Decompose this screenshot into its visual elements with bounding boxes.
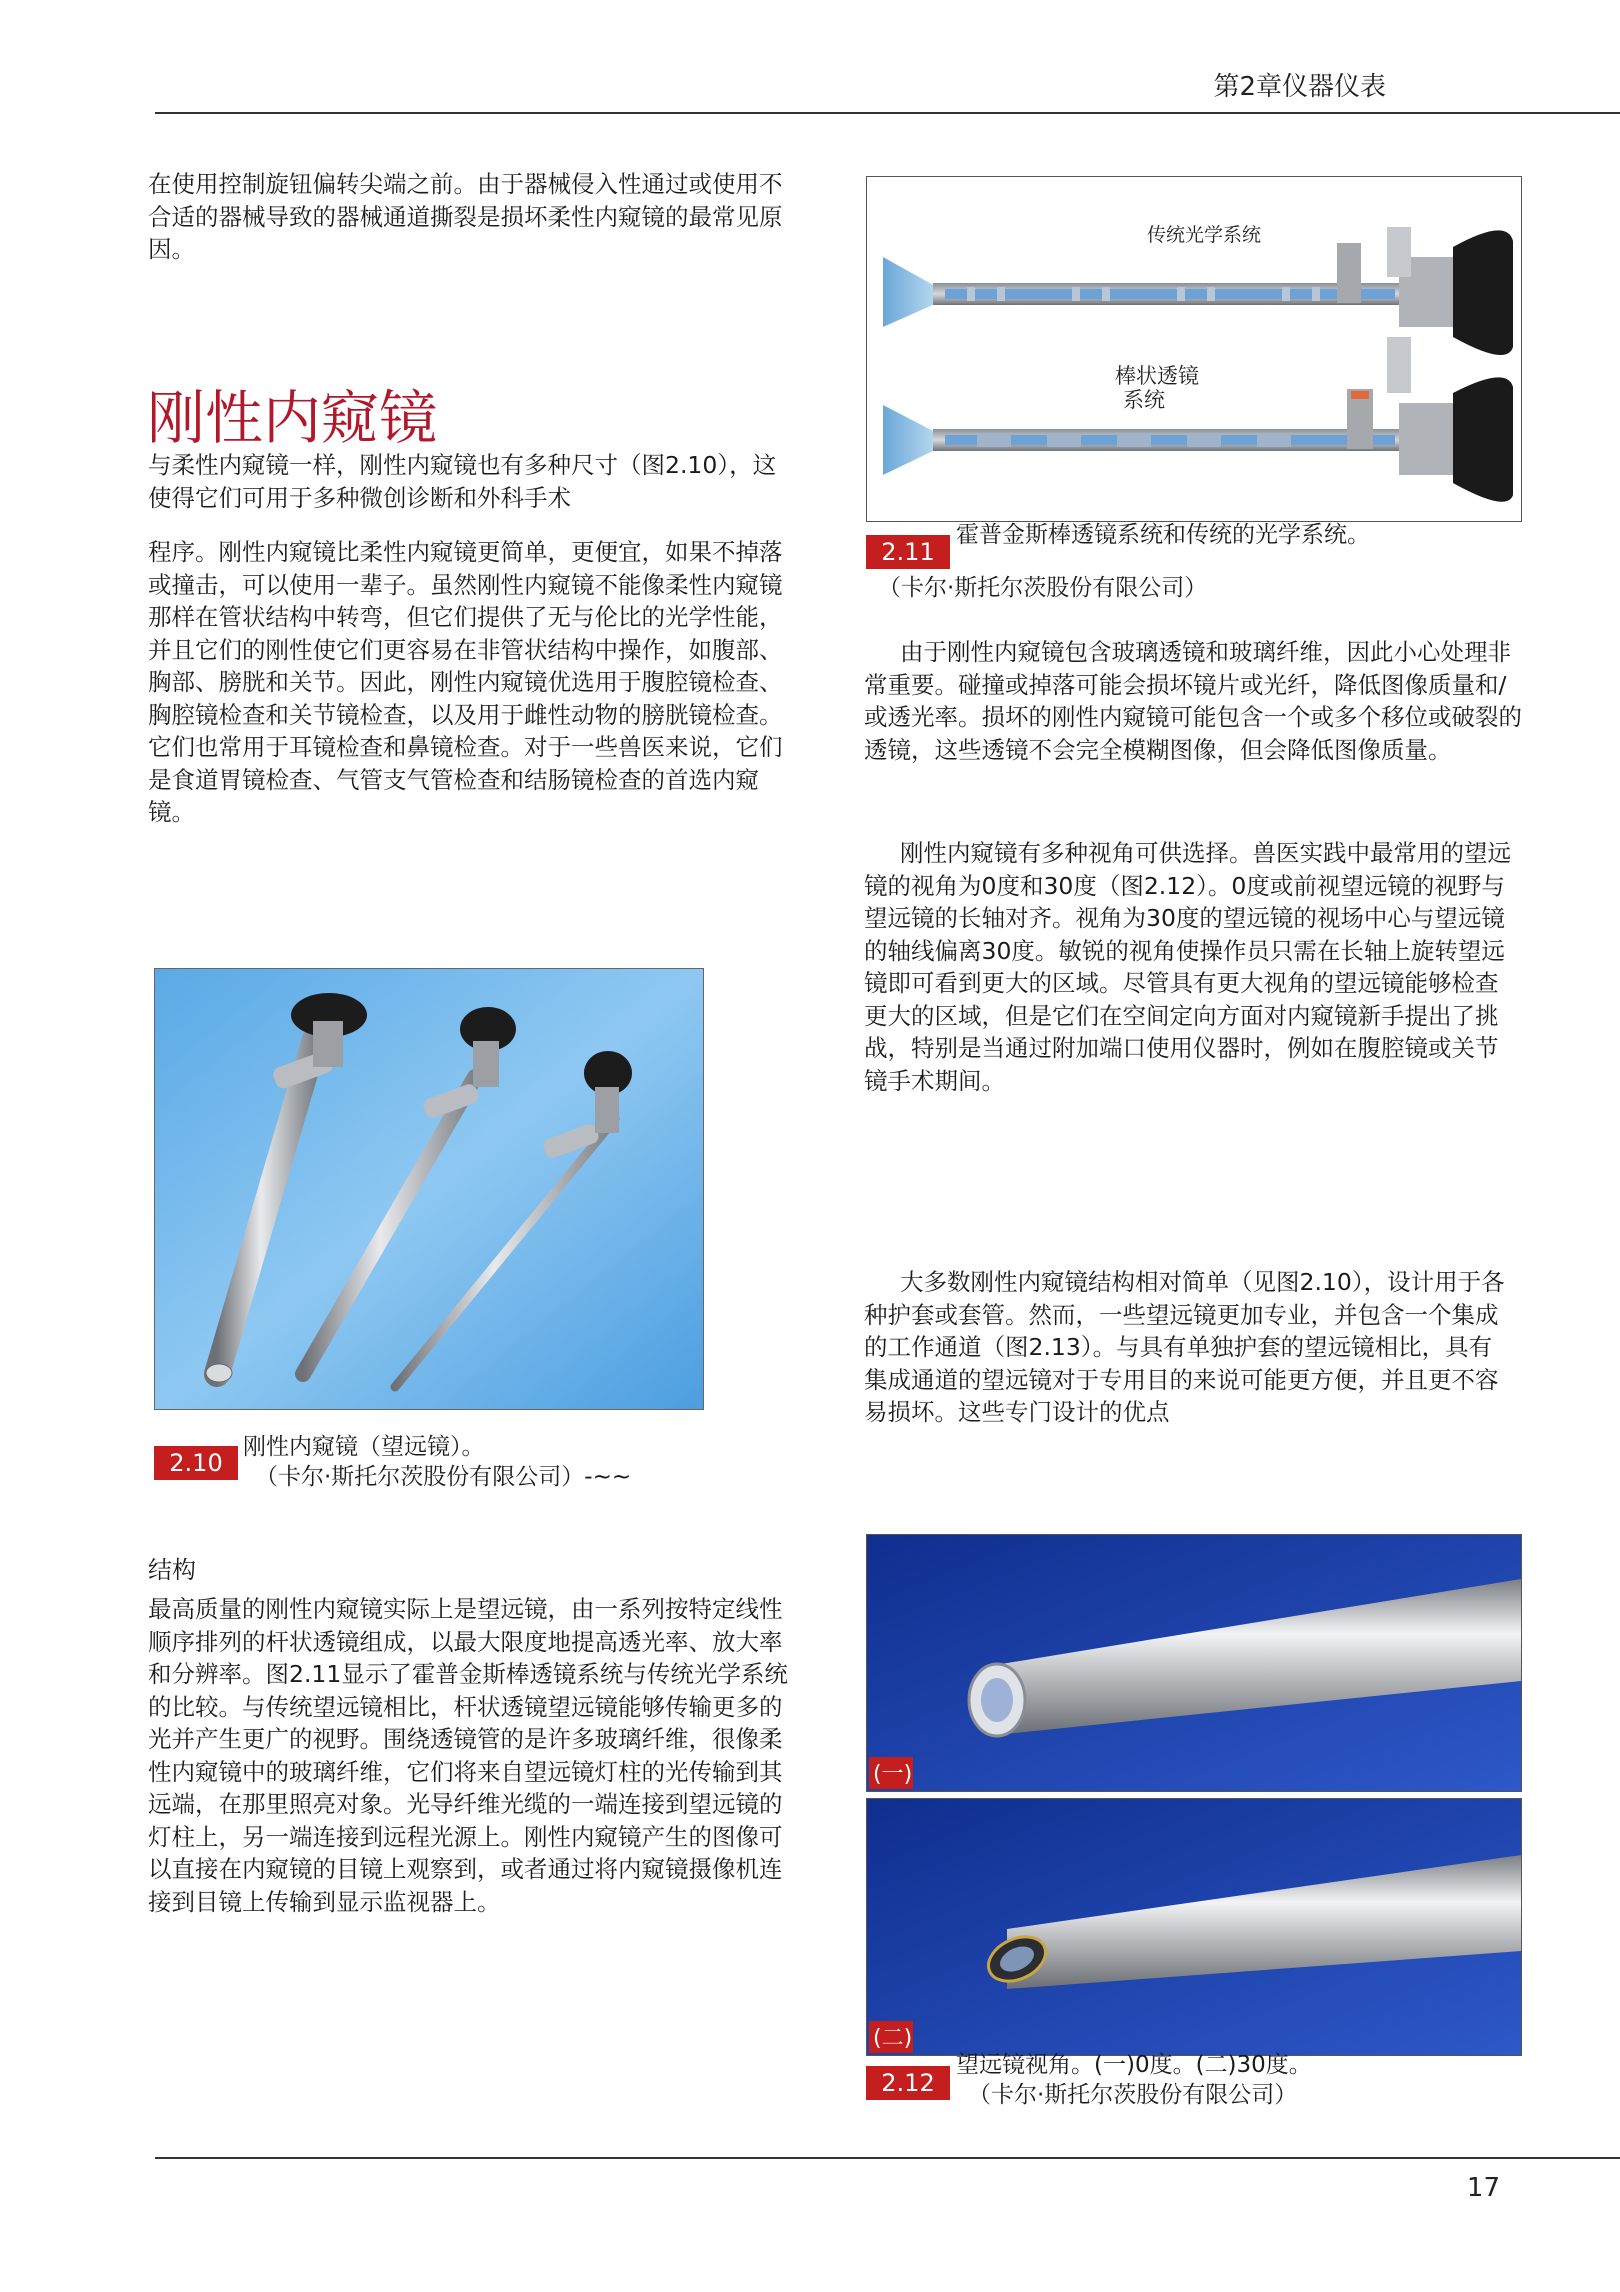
header-rule bbox=[155, 112, 1620, 114]
rigid-body-paragraph: 程序。刚性内窥镜比柔性内窥镜更简单，更便宜，如果不掉落或撞击，可以使用一辈子。虽然刚性内窥镜不能像柔性内窥镜那样在管状结构中转弯，但它们提供了无与伦比的光学性能，并且它们的刚性使它们更容易在非管状结构中操作，如腹部、胸部、膀胱和关节。因此，刚性内窥镜优选用于腹腔镜检查、胸腔镜检查和关节镜检查，以及用于雌性动物的膀胱镜检查。它们也常用于耳镜检查和鼻镜检查。对于一些兽医来说，它们是食道胃镜检查、气管支气管检查和结肠镜检查的首选内窥镜。 bbox=[148, 538, 783, 826]
structure-subheading: 结构 bbox=[148, 1556, 196, 1584]
figure-label-2-11: 2.11 bbox=[866, 535, 950, 569]
figure-label-2-12: 2.12 bbox=[866, 2066, 950, 2100]
structure-paragraph: 最高质量的刚性内窥镜实际上是望远镜，由一系列按特定线性顺序排列的杆状透镜组成，以最大限度地提高透光率、放大率和分辨率。图2.11显示了霍普金斯棒透镜系统与传统光学系统的比较。与传统望远镜相比，杆状透镜望远镜能够传输更多的光并产生更广的视野。围绕透镜管的是许多玻璃纤维，很像柔性内窥镜中的玻璃纤维，它们将来自望远镜灯柱的光传输到其远端，在那里照亮对象。光导纤维光缆的一端连接到望远镜的灯柱上，另一端连接到远程光源上。刚性内窥镜产生的图像可以直接在内窥镜的目镜上观察到，或者通过将内窥镜摄像机连接到目镜上传输到显示监视器上。 bbox=[148, 1595, 788, 1916]
panel-a-label: (一) bbox=[873, 1762, 913, 1787]
handling-paragraph: 由于刚性内窥镜包含玻璃透镜和玻璃纤维，因此小心处理非常重要。碰撞或掉落可能会损坏镜片或光纤，降低图像质量和/或透光率。损坏的刚性内窥镜可能包含一个或多个移位或破裂的透镜，这些透镜不会完全模糊图像，但会降低图像质量。 bbox=[864, 638, 1522, 764]
figure-2-10-caption: 刚性内窥镜（望远镜）。 bbox=[243, 1434, 485, 1460]
thirty-degree-scope-illustration bbox=[867, 1799, 1521, 2055]
figure-2-11-diagram bbox=[866, 176, 1522, 522]
figure-2-12-caption: 望远镜视角。(一)0度。(二)30度。 bbox=[956, 2052, 1312, 2078]
rod-lens-label-line1: 棒状透镜 bbox=[1115, 364, 1199, 388]
panel-b-label: (二) bbox=[873, 2026, 913, 2051]
optical-systems-illustration bbox=[867, 177, 1521, 521]
footer-rule bbox=[155, 2157, 1620, 2159]
viewing-angle-paragraph: 刚性内窥镜有多种视角可供选择。兽医实践中最常用的望远镜的视角为0度和30度（图2.12）。0度或前视望远镜的视野与望远镜的长轴对齐。视角为30度的望远镜的视场中心与望远镜的轴线偏离30度。敏锐的视角使操作员只需在长轴上旋转望远镜即可看到更大的区域。尽管具有更大视角的望远镜能够检查更大的区域，但是它们在空间定向方面对内窥镜新手提出了挑战，特别是当通过附加端口使用仪器时，例如在腹腔镜或关节镜手术期间。 bbox=[864, 839, 1511, 1095]
zero-degree-scope-illustration bbox=[867, 1535, 1521, 1791]
intro-paragraph: 在使用控制旋钮偏转尖端之前。由于器械侵入性通过或使用不合适的器械导致的器械通道撕裂是损坏柔性内窥镜的最常见原因。 bbox=[148, 170, 783, 263]
rigid-telescopes-illustration bbox=[155, 969, 703, 1409]
figure-label-2-10: 2.10 bbox=[154, 1446, 238, 1480]
construction-paragraph: 大多数刚性内窥镜结构相对简单（见图2.10），设计用于各种护套或套管。然而，一些望远镜更加专业，并包含一个集成的工作通道（图2.13）。与具有单独护套的望远镜相比，具有集成通道的望远镜对于专用目的来说可能更方便，并且更不容易损坏。这些专门设计的优点 bbox=[864, 1268, 1505, 1426]
figure-2-12b-photo bbox=[866, 1798, 1522, 2056]
chapter-header: 第2章仪器仪表 bbox=[1213, 72, 1386, 102]
section-heading: 刚性内窥镜 bbox=[147, 384, 438, 452]
figure-2-11-caption: 霍普金斯棒透镜系统和传统的光学系统。 bbox=[956, 522, 1370, 548]
figure-2-12a-photo bbox=[866, 1534, 1522, 1792]
rod-lens-label-line2: 系统 bbox=[1123, 388, 1165, 412]
conventional-optics-label: 传统光学系统 bbox=[1147, 224, 1262, 246]
figure-2-10-credit: （卡尔·斯托尔茨股份有限公司）-~~ bbox=[255, 1464, 632, 1490]
rigid-intro-paragraph: 与柔性内窥镜一样，刚性内窥镜也有多种尺寸（图2.10），这使得它们可用于多种微创诊断和外科手术 bbox=[148, 451, 777, 512]
figure-2-12-credit: （卡尔·斯托尔茨股份有限公司） bbox=[968, 2082, 1298, 2108]
figure-2-10-photo bbox=[154, 968, 704, 1410]
page-number: 17 bbox=[1466, 2173, 1500, 2203]
figure-2-11-credit: （卡尔·斯托尔茨股份有限公司） bbox=[878, 575, 1208, 601]
